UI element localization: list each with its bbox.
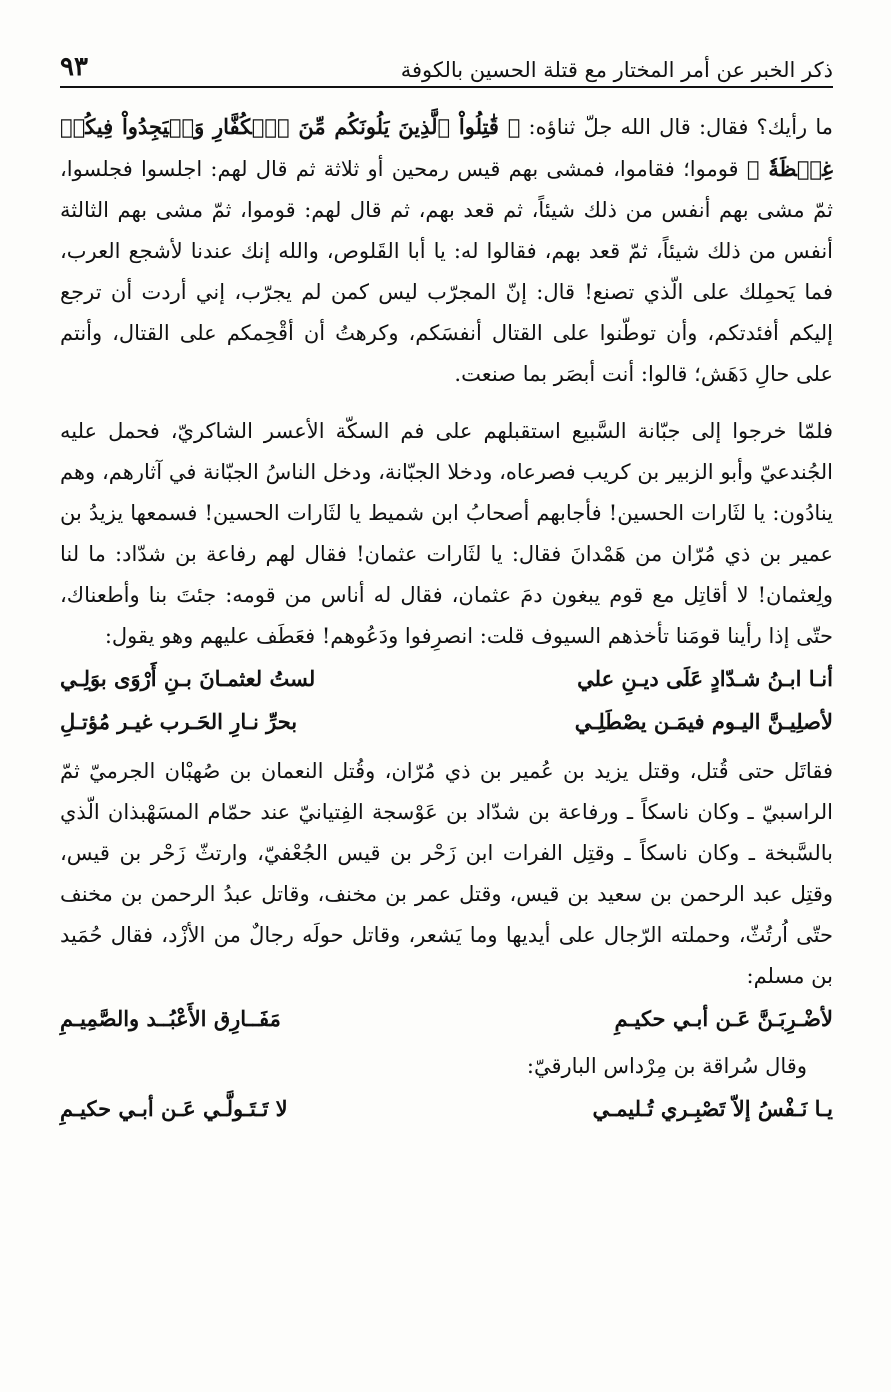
quran-verse: ﴿ قَٰتِلُواْ ٱلَّذِينَ يَلُونَكُم مِّنَ ٱلۡكُفَّارِ وَلۡيَجِدُواْ فِيكُمۡ غِلۡظَةٗ ﴾: [60, 114, 833, 181]
poem-line: [60, 657, 833, 700]
paragraph-1: [60, 106, 833, 395]
poem-3-line: [60, 1087, 833, 1130]
poem-2-line: [60, 997, 833, 1040]
hemistich-right: أنـا ابـنُ شـدّادٍ عَلَى ديـنِ علي: [577, 666, 833, 691]
hemistich-right: لأصلِيـنَّ اليـوم فيمَـن يصْطَلِـي: [574, 709, 833, 734]
page-body: [60, 106, 833, 657]
page-number: ٩٣: [60, 52, 88, 82]
hemistich-left: مَفَــارِق الأَعْبُــد والصَّمِيـمِ: [60, 1006, 281, 1031]
paragraph-1-after: قوموا؛ فقاموا، فمشى بهم قيس رمحين أو ثلاثة ثم قال لهم: اجلسوا فجلسوا، ثمّ مشى بهم أنفس من ذلك شيئاً، ثم قعد بهم، ثم قال لهم: قوموا، ثمّ مشى بهم الثالثة أنفس من ذلك شيئاً، ثمّ قعد بهم، فقالوا له: يا أبا القَلوص، والله إنك عندنا لأشجع العرب، فما يَحمِلك على الّذي تصنع! قال: إنّ المجرّب ليس كمن لم يجرّب، إني أردت أن ترجع إليكم أفئدتكم، وأن توطّنوا على القتال أنفسَكم، وكرهتُ أن أقْحِمكم على القتال، وأنتم على حالِ دَهَش؛ قالوا: أنت أبصَر بما صنعت.: [60, 157, 833, 386]
page-title: ذكر الخبر عن أمر المختار مع قتلة الحسين بالكوفة: [400, 58, 833, 82]
hemistich-right: يـا نَـفْسُ إلاّ تَصْبِـري تُـليمـي: [592, 1096, 833, 1121]
hemistich-left: لستُ لعثمـانَ بـنِ أَرْوَى بوَلِـي: [60, 666, 316, 691]
hemistich-left: بحرِّ نـارِ الحَـرب غيـر مُؤتـلِ: [60, 709, 298, 734]
paragraph-3: فقاتَل حتى قُتل، وقتل يزيد بن عُمير بن ذي مُرّان، وقُتل النعمان بن صُهبْان الجرميّ ثمّ الراسبيّ ـ وكان ناسكاً ـ ورفاعة بن شدّاد بن عَوْسجة الفِتيانيّ عند حمّام المسَهْبذان الّذي بالسَّبخة ـ وكان ناسكاً ـ وقتِل الفرات ابن زَحْر بن قيس الجُعْفيّ، وارتثّ زَحْر بن قيس، وقتِل عبد الرحمن بن سعيد بن قيس، وقتل عمر بن مخنف، وقاتل عبدُ الرحمن بن مخنف حتّى اُرتُثّ، وحملته الرّجال على أيديها وما يَشعر، وقاتل حولَه رجالٌ من الأزْد، فقال حُمَيد بن مسلم:: [60, 759, 833, 988]
hemistich-left: لا تَـتَـولَّـي عَـن أبـي حكيـمِ: [60, 1096, 288, 1121]
poem-line: [60, 700, 833, 743]
paragraph-1-before: ما رأيك؟ فقال: قال الله جلّ ثناؤه:: [520, 115, 833, 139]
hemistich-right: لأضْـرِبَـنَّ عَـن أبـي حكيـمِ: [614, 1006, 833, 1031]
poem-1: [60, 657, 833, 743]
running-header: [60, 52, 833, 88]
page-body-2: [60, 751, 833, 997]
intro-line: وقال سُراقة بن مِرْداس البارقيّ:: [526, 1054, 807, 1078]
poem-3-intro: [60, 1046, 833, 1087]
paragraph-2: فلمّا خرجوا إلى جبّانة السَّبيع استقبلهم على فم السكّة الأعسر الشاكريّ، فحمل عليه الجُندعيّ وأبو الزبير بن كريب فصرعاه، ودخلا الجبّانة، ودخل الناسُ الجبّانة في آثارهم، وهم ينادُون: يا لثَارات الحسين! فأجابهم أصحابُ ابن شميط يا لثَارات الحسين! فسمعها يزيدُ بن عمير بن ذي مُرّان من هَمْدانَ فقال: يا لثَارات عثمان! فقال لهم رفاعة بن شدّاد: ما لنا ولِعثمان! لا أقاتِل مع قوم يبغون دمَ عثمان، فقال له أناس من قومه: جئتَ بنا وأطعناك، حتّى إذا رأينا قومَنا تأخذهم السيوف قلت: انصرِفوا ودَعُوهم! فعَطَف عليهم وهو يقول:: [60, 419, 833, 648]
